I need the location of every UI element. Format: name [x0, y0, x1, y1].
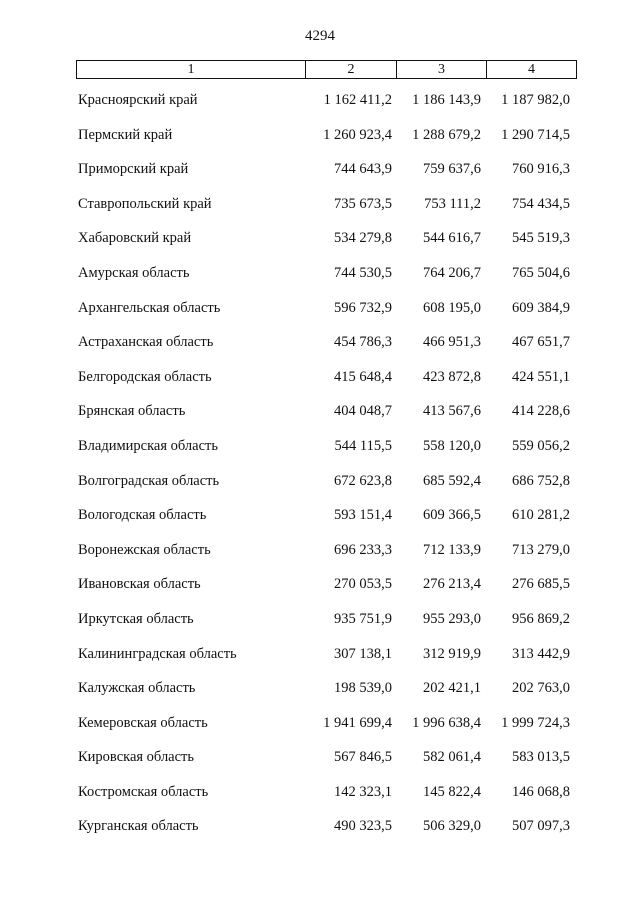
value-col-2: 672 623,8 [334, 472, 392, 489]
value-col-2: 404 048,7 [334, 403, 392, 420]
value-col-2: 1 260 923,4 [323, 126, 392, 143]
value-col-3: 423 872,8 [423, 368, 481, 385]
value-col-4: 507 097,3 [512, 818, 570, 835]
value-col-3: 145 822,4 [423, 783, 481, 800]
column-header-1: 1 [77, 61, 306, 79]
table-row [76, 465, 572, 500]
value-col-3: 466 951,3 [423, 334, 481, 351]
value-col-3: 608 195,0 [423, 299, 481, 316]
value-col-3: 1 996 638,4 [412, 714, 481, 731]
region-name: Калининградская область [78, 645, 237, 662]
region-name: Архангельская область [78, 299, 221, 316]
value-col-2: 454 786,3 [334, 334, 392, 351]
table-row [76, 776, 572, 811]
value-col-4: 956 869,2 [512, 610, 570, 627]
value-col-3: 1 186 143,9 [412, 92, 481, 108]
column-header-table [76, 60, 577, 79]
table-row [76, 810, 572, 845]
table-row [76, 188, 572, 223]
region-name: Владимирская область [78, 437, 218, 454]
column-header-3: 3 [397, 61, 487, 79]
value-col-2: 935 751,9 [334, 610, 392, 627]
value-col-3: 955 293,0 [423, 610, 481, 627]
table-row [76, 499, 572, 534]
value-col-3: 1 288 679,2 [412, 126, 481, 143]
region-name: Вологодская область [78, 507, 207, 524]
table-row [76, 84, 572, 119]
value-col-4: 760 916,3 [512, 161, 570, 178]
value-col-2: 596 732,9 [334, 299, 392, 316]
region-name: Красноярский край [78, 92, 198, 108]
table-row [76, 292, 572, 327]
region-name: Пермский край [78, 126, 173, 143]
table-row [76, 222, 572, 257]
value-col-4: 202 763,0 [512, 680, 570, 697]
table-row [76, 119, 572, 154]
value-col-4: 583 013,5 [512, 749, 570, 766]
value-col-4: 146 068,8 [512, 783, 570, 800]
value-col-2: 270 053,5 [334, 576, 392, 593]
value-col-2: 534 279,8 [334, 230, 392, 247]
table-row [76, 568, 572, 603]
table-row [76, 153, 572, 188]
column-header-row [77, 61, 577, 79]
value-col-3: 558 120,0 [423, 437, 481, 454]
value-col-4: 313 442,9 [512, 645, 570, 662]
page-number: 4294 [305, 28, 335, 44]
region-name: Приморский край [78, 161, 189, 178]
value-col-2: 593 151,4 [334, 507, 392, 524]
region-name: Кемеровская область [78, 714, 208, 731]
value-col-4: 765 504,6 [512, 264, 570, 281]
value-col-2: 490 323,5 [334, 818, 392, 835]
value-col-3: 753 111,2 [424, 195, 481, 212]
region-name: Ивановская область [78, 576, 201, 593]
table-row [76, 707, 572, 742]
value-col-4: 754 434,5 [512, 195, 570, 212]
table-row [76, 672, 572, 707]
table-row [76, 534, 572, 569]
value-col-2: 696 233,3 [334, 541, 392, 558]
value-col-2: 735 673,5 [334, 195, 392, 212]
value-col-4: 545 519,3 [512, 230, 570, 247]
region-name: Ставропольский край [78, 195, 212, 212]
region-name: Амурская область [78, 264, 190, 281]
value-col-4: 610 281,2 [512, 507, 570, 524]
table-row [76, 638, 572, 673]
value-col-3: 202 421,1 [423, 680, 481, 697]
table-row [76, 603, 572, 638]
value-col-4: 559 056,2 [512, 437, 570, 454]
value-col-2: 567 846,5 [334, 749, 392, 766]
value-col-4: 467 651,7 [512, 334, 570, 351]
value-col-3: 685 592,4 [423, 472, 481, 489]
region-name: Костромская область [78, 783, 209, 800]
table-row [76, 395, 572, 430]
value-col-3: 712 133,9 [423, 541, 481, 558]
value-col-2: 307 138,1 [334, 645, 392, 662]
value-col-4: 276 685,5 [512, 576, 570, 593]
value-col-4: 414 228,6 [512, 403, 570, 420]
region-name: Хабаровский край [78, 230, 192, 247]
value-col-4: 1 999 724,3 [501, 714, 570, 731]
value-col-3: 759 637,6 [423, 161, 481, 178]
region-name: Белгородская область [78, 368, 212, 385]
data-rows [76, 84, 572, 845]
column-header-4: 4 [487, 61, 577, 79]
region-name: Волгоградская область [78, 472, 220, 489]
value-col-2: 1 162 411,2 [323, 92, 392, 108]
value-col-2: 744 530,5 [334, 264, 392, 281]
table-row [76, 326, 572, 361]
value-col-3: 764 206,7 [423, 264, 481, 281]
region-name: Астраханская область [78, 334, 214, 351]
value-col-4: 686 752,8 [512, 472, 570, 489]
value-col-3: 312 919,9 [423, 645, 481, 662]
table-row [76, 430, 572, 465]
value-col-3: 582 061,4 [423, 749, 481, 766]
value-col-4: 1 290 714,5 [501, 126, 570, 143]
value-col-2: 198 539,0 [334, 680, 392, 697]
value-col-2: 544 115,5 [334, 437, 392, 454]
table-row [76, 741, 572, 776]
value-col-3: 609 366,5 [423, 507, 481, 524]
value-col-4: 424 551,1 [512, 368, 570, 385]
value-col-3: 413 567,6 [423, 403, 481, 420]
value-col-4: 609 384,9 [512, 299, 570, 316]
value-col-3: 276 213,4 [423, 576, 481, 593]
value-col-3: 506 329,0 [423, 818, 481, 835]
region-name: Курганская область [78, 818, 199, 835]
value-col-2: 415 648,4 [334, 368, 392, 385]
value-col-2: 142 323,1 [334, 783, 392, 800]
value-col-3: 544 616,7 [423, 230, 481, 247]
value-col-2: 744 643,9 [334, 161, 392, 178]
table-row [76, 361, 572, 396]
value-col-2: 1 941 699,4 [323, 714, 392, 731]
column-header-2: 2 [306, 61, 397, 79]
region-name: Брянская область [78, 403, 186, 420]
value-col-4: 1 187 982,0 [501, 92, 570, 108]
region-name: Воронежская область [78, 541, 211, 558]
region-name: Иркутская область [78, 610, 194, 627]
table-row [76, 257, 572, 292]
region-name: Калужская область [78, 680, 196, 697]
value-col-4: 713 279,0 [512, 541, 570, 558]
region-name: Кировская область [78, 749, 195, 766]
